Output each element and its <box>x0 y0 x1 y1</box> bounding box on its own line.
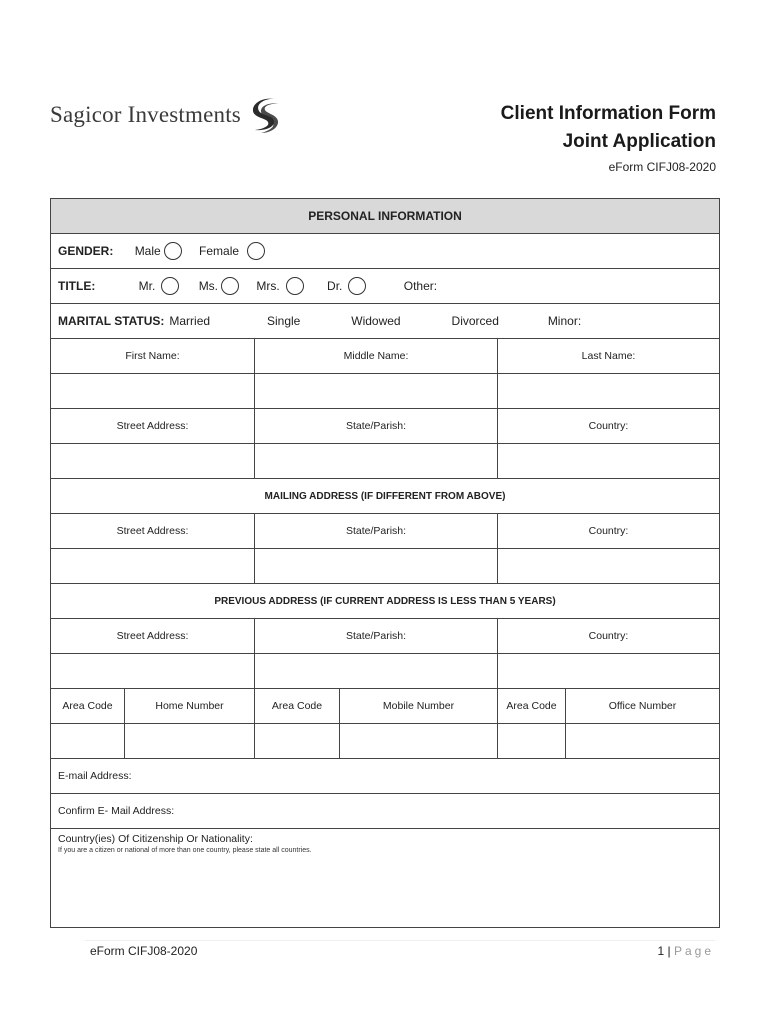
state-parish-header: State/Parish: <box>255 409 498 444</box>
name-header-row <box>51 339 720 374</box>
address-header-row <box>51 409 720 444</box>
middle-name-header: Middle Name: <box>255 339 498 374</box>
title-row <box>51 269 720 304</box>
first-name-header: First Name: <box>51 339 255 374</box>
mailing-address-header: MAILING ADDRESS (IF DIFFERENT FROM ABOVE) <box>51 479 720 514</box>
title-option-mrs[interactable] <box>256 277 303 295</box>
previous-header-row <box>51 619 720 654</box>
previous-street-field[interactable] <box>51 654 255 689</box>
office-area-code-field[interactable] <box>498 724 566 759</box>
previous-street-header: Street Address: <box>51 619 255 654</box>
office-area-code-header: Area Code <box>498 689 566 724</box>
home-area-code-header: Area Code <box>51 689 125 724</box>
gender-cell <box>51 234 720 269</box>
gender-option-female[interactable] <box>199 242 265 260</box>
name-input-row <box>51 374 720 409</box>
office-number-header: Office Number <box>566 689 720 724</box>
last-name-header: Last Name: <box>498 339 720 374</box>
mailing-country-field[interactable] <box>498 549 720 584</box>
country-field[interactable] <box>498 444 720 479</box>
title-option-ms[interactable] <box>199 277 239 295</box>
mobile-number-field[interactable] <box>340 724 498 759</box>
mailing-input-row <box>51 549 720 584</box>
first-name-field[interactable] <box>51 374 255 409</box>
title-ms-radio[interactable] <box>221 277 239 295</box>
gender-female-label: Female <box>199 244 240 258</box>
office-number-field[interactable] <box>566 724 720 759</box>
form-title: Client Information Form <box>500 103 716 124</box>
mailing-street-header: Street Address: <box>51 514 255 549</box>
title-cell <box>51 269 720 304</box>
confirm-email-label: Confirm E- Mail Address: <box>58 805 175 817</box>
mailing-street-field[interactable] <box>51 549 255 584</box>
title-ms-label: Ms. <box>198 279 219 293</box>
title-mr-radio[interactable] <box>161 277 179 295</box>
home-area-code-field[interactable] <box>51 724 125 759</box>
email-field[interactable] <box>51 759 720 794</box>
street-address-header: Street Address: <box>51 409 255 444</box>
marital-row <box>51 304 720 339</box>
marital-single[interactable]: Single <box>266 314 301 328</box>
section-header-row <box>51 199 720 234</box>
phone-input-row <box>51 724 720 759</box>
last-name-field[interactable] <box>498 374 720 409</box>
previous-section-row <box>51 584 720 619</box>
marital-cell <box>51 304 720 339</box>
title-dr-radio[interactable] <box>348 277 366 295</box>
email-label: E-mail Address: <box>58 770 132 782</box>
company-logo <box>50 96 283 134</box>
gender-male-radio[interactable] <box>164 242 182 260</box>
marital-label: MARITAL STATUS: <box>58 314 165 328</box>
mobile-area-code-field[interactable] <box>255 724 340 759</box>
previous-address-header: PREVIOUS ADDRESS (IF CURRENT ADDRESS IS LESS THAN 5 YEARS) <box>51 584 720 619</box>
confirm-email-field[interactable] <box>51 794 720 829</box>
previous-state-header: State/Parish: <box>255 619 498 654</box>
footer-page-indicator <box>657 944 714 958</box>
marital-married[interactable]: Married <box>169 314 211 328</box>
home-number-field[interactable] <box>125 724 255 759</box>
title-other-label: Other: <box>403 279 438 293</box>
mailing-header-row <box>51 514 720 549</box>
country-header: Country: <box>498 409 720 444</box>
address-input-row <box>51 444 720 479</box>
mobile-number-header: Mobile Number <box>340 689 498 724</box>
title-option-mr[interactable] <box>139 277 180 295</box>
marital-minor[interactable]: Minor: <box>547 314 582 328</box>
street-address-field[interactable] <box>51 444 255 479</box>
email-row <box>51 759 720 794</box>
previous-country-field[interactable] <box>498 654 720 689</box>
personal-info-header: PERSONAL INFORMATION <box>51 199 720 234</box>
page-word: Page <box>673 944 714 958</box>
title-mrs-label: Mrs. <box>256 279 280 293</box>
title-option-dr[interactable] <box>327 277 366 295</box>
previous-input-row <box>51 654 720 689</box>
title-mrs-radio[interactable] <box>286 277 304 295</box>
citizenship-label: Country(ies) Of Citizenship Or Nationality: <box>58 833 253 845</box>
footer-divider <box>85 940 715 941</box>
mobile-area-code-header: Area Code <box>255 689 340 724</box>
phone-header-row <box>51 689 720 724</box>
footer-form-code: eForm CIFJ08-2020 <box>90 944 198 958</box>
mailing-section-row <box>51 479 720 514</box>
previous-country-header: Country: <box>498 619 720 654</box>
state-parish-field[interactable] <box>255 444 498 479</box>
title-dr-label: Dr. <box>327 279 343 293</box>
confirm-email-row <box>51 794 720 829</box>
citizenship-note: If you are a citizen or national of more than one country, please state all countries. <box>58 847 312 854</box>
page-separator: | <box>667 944 671 958</box>
gender-label: GENDER: <box>58 244 114 258</box>
citizenship-row <box>51 829 720 928</box>
gender-female-radio[interactable] <box>247 242 265 260</box>
middle-name-field[interactable] <box>255 374 498 409</box>
home-number-header: Home Number <box>125 689 255 724</box>
title-mr-label: Mr. <box>138 279 156 293</box>
mailing-country-header: Country: <box>498 514 720 549</box>
gender-row <box>51 234 720 269</box>
form-subtitle: Joint Application <box>562 131 716 152</box>
page-number: 1 <box>657 944 665 958</box>
previous-state-field[interactable] <box>255 654 498 689</box>
client-info-form <box>50 198 720 928</box>
title-label: TITLE: <box>58 279 96 293</box>
gender-option-male[interactable] <box>135 242 182 260</box>
form-title-block <box>501 100 716 174</box>
form-code: eForm CIFJ08-2020 <box>608 160 716 174</box>
gender-male-label: Male <box>134 244 161 258</box>
mailing-state-header: State/Parish: <box>255 514 498 549</box>
marital-divorced[interactable]: Divorced <box>451 314 499 328</box>
mailing-state-field[interactable] <box>255 549 498 584</box>
logo-text: Sagicor Investments <box>50 102 241 127</box>
citizenship-field[interactable] <box>51 829 720 928</box>
marital-widowed[interactable]: Widowed <box>351 314 401 328</box>
sagicor-s-icon <box>249 96 283 134</box>
